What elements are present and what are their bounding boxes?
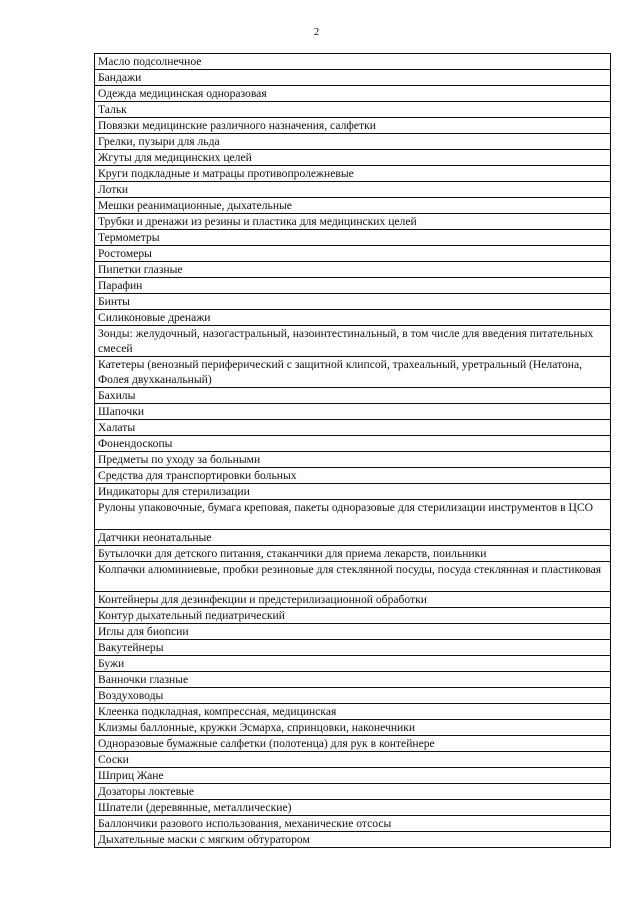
item-cell: Воздуховоды	[95, 688, 611, 704]
items-table-body	[95, 54, 611, 848]
table-row	[95, 420, 611, 436]
table-row	[95, 150, 611, 166]
table-row	[95, 608, 611, 624]
table-row	[95, 592, 611, 608]
table-row	[95, 656, 611, 672]
item-cell: Вакутейнеры	[95, 640, 611, 656]
table-row	[95, 230, 611, 246]
table-row	[95, 436, 611, 452]
item-cell: Бутылочки для детского питания, стаканчики для приема лекарств, поильники	[95, 546, 611, 562]
table-row	[95, 546, 611, 562]
item-cell: Мешки реанимационные, дыхательные	[95, 198, 611, 214]
table-row	[95, 752, 611, 768]
table-row	[95, 166, 611, 182]
item-cell: Рулоны упаковочные, бумага креповая, пакеты одноразовые для стерилизации инструментов в ЦСО	[95, 500, 611, 530]
table-row	[95, 404, 611, 420]
item-cell: Шприц Жане	[95, 768, 611, 784]
item-cell: Ростомеры	[95, 246, 611, 262]
item-cell: Лотки	[95, 182, 611, 198]
item-cell: Шпатели (деревянные, металлические)	[95, 800, 611, 816]
table-row	[95, 214, 611, 230]
table-row	[95, 784, 611, 800]
item-cell: Термометры	[95, 230, 611, 246]
table-row	[95, 484, 611, 500]
item-cell: Халаты	[95, 420, 611, 436]
item-cell: Клизмы баллонные, кружки Эсмарха, спринцовки, наконечники	[95, 720, 611, 736]
item-cell: Трубки и дренажи из резины и пластика для медицинских целей	[95, 214, 611, 230]
item-cell: Зонды: желудочный, назогастральный, назоинтестинальный, в том числе для введения питательных смесей	[95, 326, 611, 357]
table-row	[95, 278, 611, 294]
item-cell: Бинты	[95, 294, 611, 310]
item-cell: Индикаторы для стерилизации	[95, 484, 611, 500]
table-row	[95, 562, 611, 592]
item-cell: Колпачки алюминиевые, пробки резиновые для стеклянной посуды, посуда стеклянная и пластиковая	[95, 562, 611, 592]
table-row	[95, 102, 611, 118]
table-row	[95, 736, 611, 752]
table-row	[95, 294, 611, 310]
table-row	[95, 704, 611, 720]
table-row	[95, 134, 611, 150]
table-row	[95, 70, 611, 86]
item-cell: Бахилы	[95, 388, 611, 404]
item-cell: Иглы для биопсии	[95, 624, 611, 640]
item-cell: Масло подсолнечное	[95, 54, 611, 70]
item-cell: Одноразовые бумажные салфетки (полотенца) для рук в контейнере	[95, 736, 611, 752]
item-cell: Ванночки глазные	[95, 672, 611, 688]
table-row	[95, 326, 611, 357]
table-row	[95, 768, 611, 784]
item-cell: Грелки, пузыри для льда	[95, 134, 611, 150]
table-row	[95, 688, 611, 704]
table-row	[95, 624, 611, 640]
table-row	[95, 182, 611, 198]
table-row	[95, 54, 611, 70]
item-cell: Парафин	[95, 278, 611, 294]
item-cell: Соски	[95, 752, 611, 768]
item-cell: Пипетки глазные	[95, 262, 611, 278]
item-cell: Дыхательные маски с мягким обтуратором	[95, 832, 611, 848]
table-row	[95, 118, 611, 134]
item-cell: Клеенка подкладная, компрессная, медицинская	[95, 704, 611, 720]
item-cell: Бужи	[95, 656, 611, 672]
item-cell: Шапочки	[95, 404, 611, 420]
table-row	[95, 800, 611, 816]
table-row	[95, 310, 611, 326]
table-row	[95, 86, 611, 102]
item-cell: Силиконовые дренажи	[95, 310, 611, 326]
item-cell: Круги подкладные и матрацы противопролежневые	[95, 166, 611, 182]
item-cell: Катетеры (венозный периферический с защитной клипсой, трахеальный, уретральный (Нелатона, Фолея двухканальный)	[95, 357, 611, 388]
item-cell: Тальк	[95, 102, 611, 118]
item-cell: Предметы по уходу за больными	[95, 452, 611, 468]
table-row	[95, 452, 611, 468]
item-cell: Средства для транспортировки больных	[95, 468, 611, 484]
table-row	[95, 246, 611, 262]
item-cell: Бандажи	[95, 70, 611, 86]
table-row	[95, 262, 611, 278]
item-cell: Повязки медицинские различного назначения, салфетки	[95, 118, 611, 134]
table-row	[95, 832, 611, 848]
item-cell: Контур дыхательный педиатрический	[95, 608, 611, 624]
item-cell: Дозаторы локтевые	[95, 784, 611, 800]
table-row	[95, 198, 611, 214]
table-row	[95, 468, 611, 484]
table-row	[95, 720, 611, 736]
page-number: 2	[313, 26, 320, 38]
table-row	[95, 530, 611, 546]
table-row	[95, 816, 611, 832]
items-table	[94, 53, 611, 848]
item-cell: Фонендоскопы	[95, 436, 611, 452]
table-row	[95, 672, 611, 688]
table-row	[95, 640, 611, 656]
item-cell: Одежда медицинская одноразовая	[95, 86, 611, 102]
item-cell: Датчики неонатальные	[95, 530, 611, 546]
item-cell: Баллончики разового использования, механические отсосы	[95, 816, 611, 832]
table-row	[95, 357, 611, 388]
table-row	[95, 500, 611, 530]
item-cell: Контейнеры для дезинфекции и предстерилизационной обработки	[95, 592, 611, 608]
item-cell: Жгуты для медицинских целей	[95, 150, 611, 166]
table-row	[95, 388, 611, 404]
